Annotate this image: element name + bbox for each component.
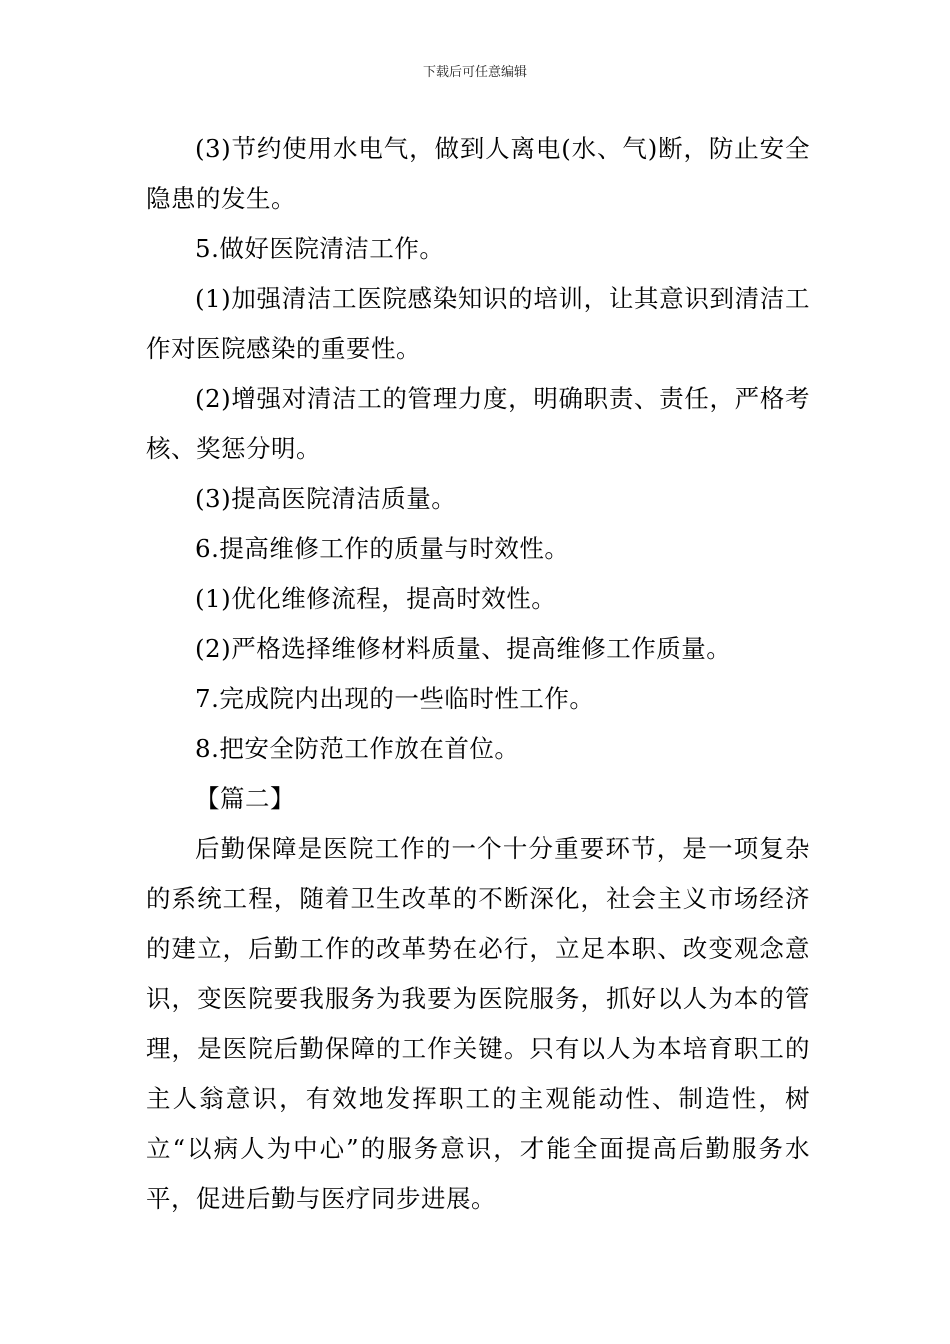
paragraph-energy-saving: (3)节约使用水电气，做到人离电(水、气)断，防止安全隐患的发生。 (146, 134, 810, 213)
paragraph-safety-first: 8.把安全防范工作放在首位。 (195, 734, 520, 763)
document-body (146, 124, 810, 1224)
paragraph-maintenance-materials: (2)严格选择维修材料质量、提高维修工作质量。 (195, 634, 732, 663)
paragraph-cleaning-management: (2)增强对清洁工的管理力度，明确职责、责任，严格考核、奖惩分明。 (146, 384, 810, 463)
paragraph-temporary-work: 7.完成院内出现的一些临时性工作。 (195, 684, 595, 713)
paragraph-cleaning-quality: (3)提高医院清洁质量。 (195, 484, 457, 513)
paragraph-cleaning-training: (1)加强清洁工医院感染知识的培训，让其意识到清洁工作对医院感染的重要性。 (146, 284, 810, 363)
section-heading-part-two: 【篇二】 (195, 784, 295, 813)
paragraph-cleaning-heading: 5.做好医院清洁工作。 (195, 234, 445, 263)
paragraph-maintenance-heading: 6.提高维修工作的质量与时效性。 (195, 534, 570, 563)
paragraph-maintenance-process: (1)优化维修流程，提高时效性。 (195, 584, 557, 613)
page-header: 下载后可任意编辑 (422, 65, 527, 80)
paragraph-logistics-overview: 后勤保障是医院工作的一个十分重要环节，是一项复杂的系统工程，随着卫生改革的不断深化，社会主义市场经济的建立，后勤工作的改革势在必行，立足本职、改变观念意识，变医院要我服务为我要为医院服务，抓好以人为本的管理，是医院后勤保障的工作关键。只有以人为本培育职工的主人翁意识，有效地发挥职工的主观能动性、制造性，树立“以病人为中心”的服务意识，才能全面提高后勤服务水平，促进后勤与医疗同步进展。 (146, 834, 810, 1213)
